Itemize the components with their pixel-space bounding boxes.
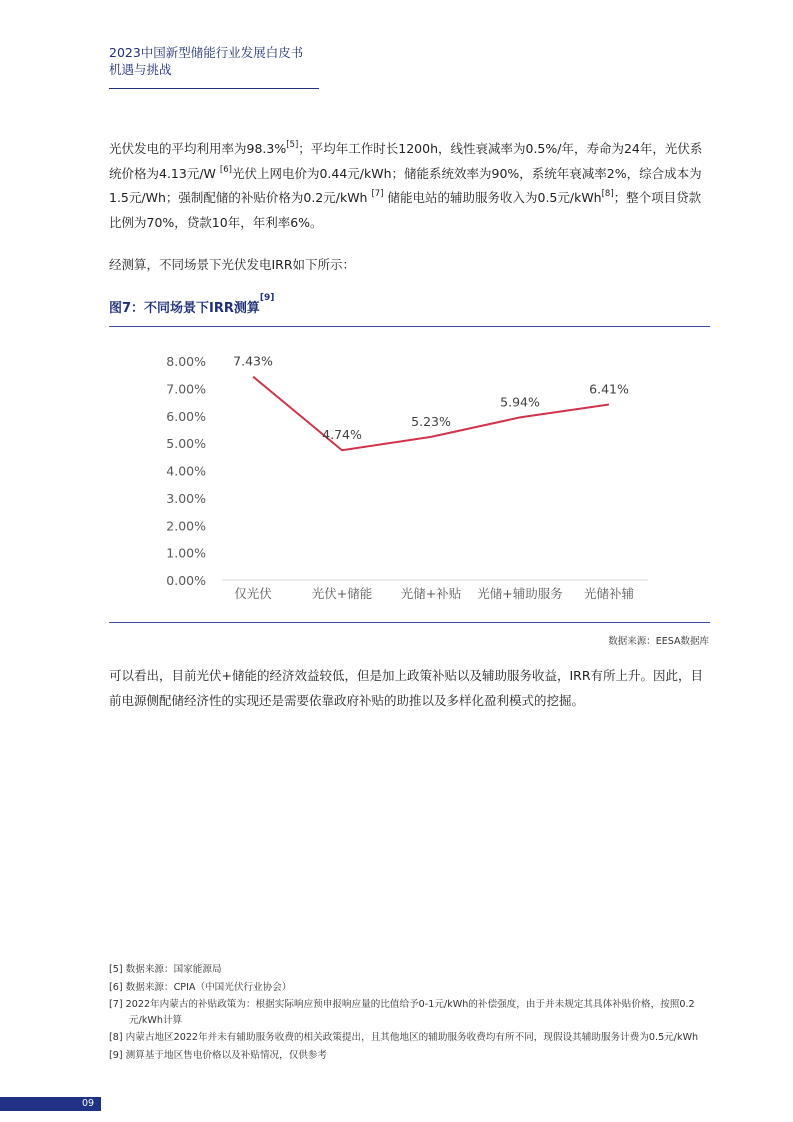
data-labels [233, 354, 629, 443]
figure-bottom-rule [109, 622, 710, 623]
header-subtitle: 机遇与挑战 [109, 62, 172, 77]
text-run: ；平均年工作时长1200h，线性衰减率为0.5%/年，寿命为24年，光伏系统价格为4.13元/W [109, 141, 703, 181]
footnote-item: [7] 2022年内蒙古的补贴政策为：根据实际响应预申报响应量的比值给予0-1元/kWh的补偿强度，由于并未规定其具体补贴价格，按照0.2元/kWh计算 [109, 999, 695, 1026]
text-run: ；整个项目贷款比例为70%，贷款10年，年利率6%。 [109, 190, 702, 230]
footnote-item: [5] 数据来源：国家能源局 [109, 964, 222, 975]
x-tick-label: 光储补辅 [583, 586, 635, 601]
x-tick-label: 光储+补贴 [400, 586, 462, 601]
footnote-ref-5: [5] [286, 140, 299, 150]
footnote-ref-9: [9] [259, 293, 275, 303]
x-tick-label: 光储+辅助服务 [477, 586, 563, 601]
y-tick-label: 8.00% [166, 354, 206, 369]
data-label: 4.74% [322, 427, 362, 443]
footnotes [109, 962, 712, 1065]
y-tick-label: 5.00% [166, 436, 206, 452]
footnote-item: [8] 内蒙古地区2022年并未有辅助服务收费的相关政策提出，且其他地区的辅助服务收费均有所不同，现假设其辅助服务计费为0.5元/kWh [109, 1032, 699, 1043]
intro-paragraph: 经测算，不同场景下光伏发电IRR如下所示： [109, 257, 356, 272]
footnote-ref-8: [8] [601, 189, 614, 199]
figure-source: 数据来源：EESA数据库 [608, 636, 709, 647]
text-run: 储能电站的辅助服务收入为0.5元/kWh [383, 190, 602, 205]
y-tick-label: 3.00% [166, 490, 206, 506]
data-label: 6.41% [589, 381, 629, 397]
y-tick-label: 7.00% [166, 381, 206, 397]
y-tick-label: 1.00% [166, 545, 206, 561]
footnote-ref-7: [7] [371, 189, 384, 199]
x-tick-label: 仅光伏 [234, 586, 272, 601]
y-axis [166, 354, 206, 588]
y-tick-label: 0.00% [166, 573, 206, 588]
header-title: 2023中国新型储能行业发展白皮书 [109, 45, 304, 60]
data-label: 5.94% [500, 394, 540, 410]
y-tick-label: 6.00% [166, 408, 206, 424]
conclusion-paragraph: 可以看出，目前光伏+储能的经济效益较低，但是加上政策补贴以及辅助服务收益，IRR有所上升。因此，目前电源侧配储经济性的实现还是需要依靠政府补贴的助推以及多样化盈利模式的挖掘。 [109, 668, 704, 708]
x-tick-label: 光伏+储能 [311, 586, 373, 601]
y-tick-label: 2.00% [166, 518, 206, 534]
text-run: 光伏发电的平均利用率为98.3% [109, 141, 287, 156]
x-axis [234, 586, 634, 601]
page-number: 09 [82, 1098, 95, 1109]
y-tick-label: 4.00% [166, 463, 206, 479]
figure-title-text: 图7：不同场景下IRR测算 [109, 301, 260, 316]
footnote-ref-6: [6] [219, 164, 232, 175]
text-run: 光伏上网电价为0.44元/kWh；储能系统效率为90%，系统年衰减率2%，综合成本为1.5元/Wh；强制配储的补贴价格为0.2元/kWh [109, 165, 702, 205]
data-label: 7.43% [233, 353, 273, 369]
footnote-item: [9] 测算基于地区售电价格以及补贴情况，仅供参考 [109, 1049, 328, 1061]
footnote-item: [6] 数据来源：CPIA（中国光伏行业协会） [109, 981, 292, 993]
data-label: 5.23% [411, 413, 451, 429]
